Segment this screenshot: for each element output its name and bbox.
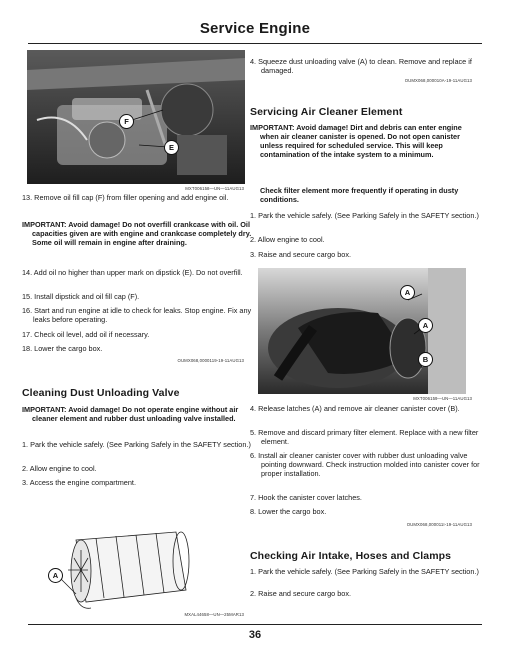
- callout-a: A: [48, 568, 63, 583]
- air-cleaner-drawing: [36, 520, 236, 610]
- callout-a-upper: A: [400, 285, 415, 300]
- air-cleaner-photo-illustration: [258, 268, 466, 394]
- important-note: IMPORTANT: Avoid damage! Do not overfill crankcase with oil. Oil capacities given are with engine and crankcase completely dry. Some oil will remain in engine after draining.: [22, 220, 252, 247]
- important-note-detail: Check filter element more frequently if operating in dusty conditions.: [260, 186, 459, 204]
- footer-rule: [28, 624, 482, 625]
- dust-step-2: 2. Allow engine to cool.: [22, 464, 97, 473]
- section-heading-dust-valve: Cleaning Dust Unloading Valve: [22, 387, 180, 399]
- dust-valve-illustration: [36, 520, 236, 610]
- step-16: 16. Start and run engine at idle to check for leaks. Stop engine. Fix any leaks before operating.: [22, 306, 252, 324]
- intake-step-2: 2. Raise and secure cargo box.: [250, 589, 351, 598]
- callout-f: F: [119, 114, 134, 129]
- step-18: 18. Lower the cargo box.: [22, 344, 103, 353]
- page-title: Service Engine: [199, 20, 311, 37]
- step-17: 17. Check oil level, add oil if necessary.: [22, 330, 150, 339]
- step-14: 14. Add oil no higher than upper mark on dipstick (E). Do not overfill.: [22, 268, 243, 277]
- dust-step-4: 4. Squeeze dust unloading valve (A) to clean. Remove and replace if damaged.: [250, 57, 472, 75]
- engine-photo-illustration: [27, 50, 245, 184]
- figure-ref: MXT006158—UN—11AUG13: [185, 186, 244, 191]
- callout-e: E: [164, 140, 179, 155]
- dust-step-3: 3. Access the engine compartment.: [22, 478, 136, 487]
- doc-ref: OUMX068,000010A-19-11AUG13: [404, 78, 472, 83]
- air-step-5: 5. Remove and discard primary filter element. Replace with a new filter element.: [250, 428, 479, 446]
- air-step-7: 7. Hook the canister cover latches.: [250, 493, 362, 502]
- header-rule: [28, 43, 482, 44]
- air-step-4: 4. Release latches (A) and remove air cleaner canister cover (B).: [250, 404, 460, 413]
- figure-ref: MXT006159—UN—11AUG13: [413, 396, 472, 401]
- page-number: 36: [248, 629, 262, 641]
- air-cleaner-photo: [258, 268, 466, 394]
- step-13: 13. Remove oil fill cap (F) from filler opening and add engine oil.: [22, 193, 229, 202]
- step-15: 15. Install dipstick and oil fill cap (F).: [22, 292, 140, 301]
- air-step-8: 8. Lower the cargo box.: [250, 507, 327, 516]
- intake-step-1: 1. Park the vehicle safely. (See Parking Safely in the SAFETY section.): [250, 567, 479, 576]
- section-heading-air-cleaner: Servicing Air Cleaner Element: [250, 106, 403, 118]
- section-heading-air-intake: Checking Air Intake, Hoses and Clamps: [250, 550, 452, 562]
- air-step-6: 6. Install air cleaner canister cover with rubber dust unloading valve pointing downward. Check instruction molded into canister cover for proper installation.: [250, 451, 480, 478]
- callout-b: B: [418, 352, 433, 367]
- doc-ref: OUMX068,000011I-19-11AUG13: [406, 522, 472, 527]
- important-note: IMPORTANT: Avoid damage! Dirt and debris can enter engine when air cleaner canister is opened. Do not open canister unless required for scheduled service. This will keep contamination of the intake system to a minimum.: [250, 123, 462, 159]
- engine-oil-photo: [27, 50, 245, 184]
- air-step-2: 2. Allow engine to cool.: [250, 235, 325, 244]
- air-step-3: 3. Raise and secure cargo box.: [250, 250, 351, 259]
- important-note: IMPORTANT: Avoid damage! Do not operate engine without air cleaner element and rubber dust unloading valve installed.: [22, 405, 239, 423]
- figure-ref: MXAL44658—UN—25MAR13: [184, 612, 244, 617]
- dust-step-1: 1. Park the vehicle safely. (See Parking Safely in the SAFETY section.): [22, 440, 251, 449]
- air-step-1: 1. Park the vehicle safely. (See Parking Safely in the SAFETY section.): [250, 211, 479, 220]
- doc-ref: OUMX068,0000119-19-11AUG13: [177, 358, 244, 363]
- callout-a-lower: A: [418, 318, 433, 333]
